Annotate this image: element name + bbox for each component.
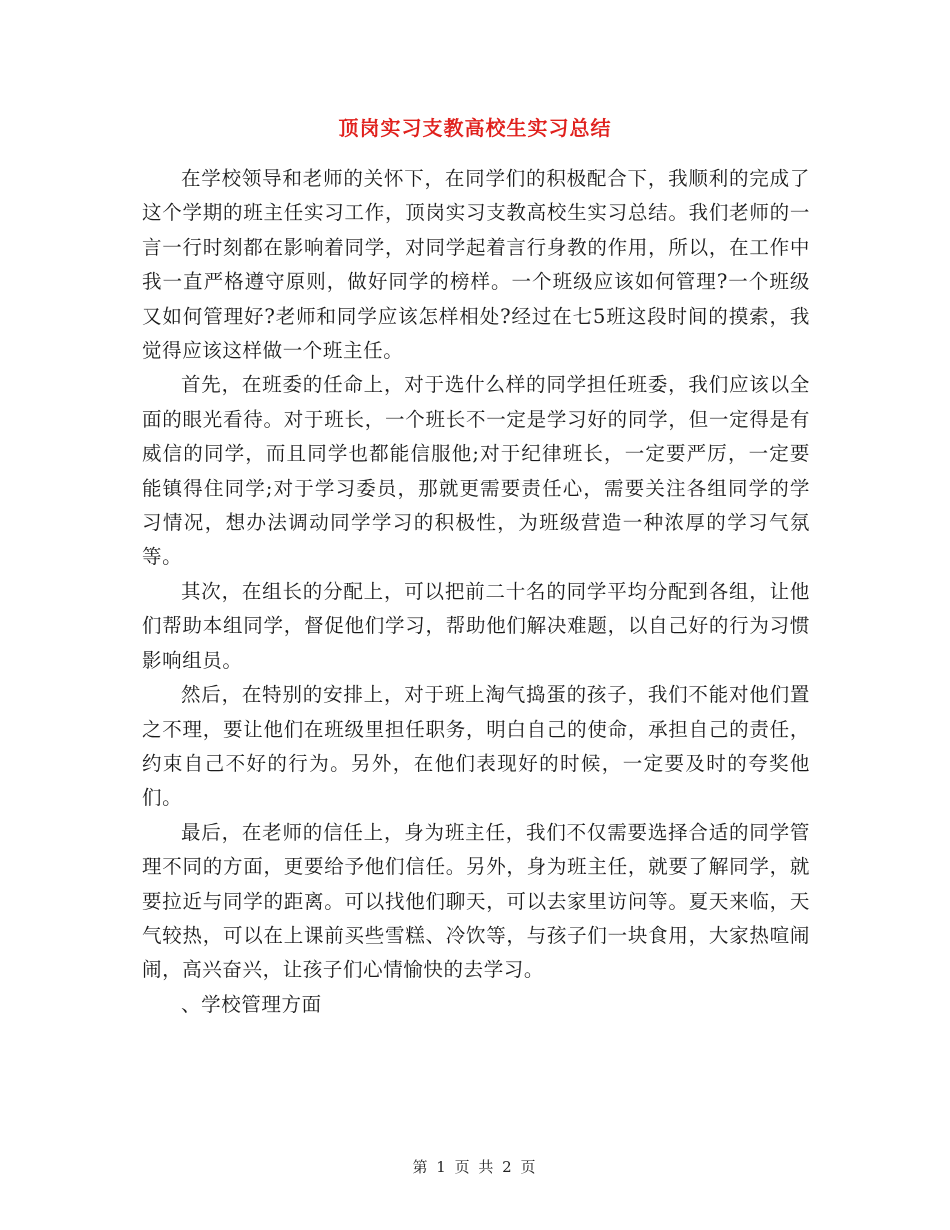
- paragraph: 然后，在特别的安排上，对于班上淘气捣蛋的孩子，我们不能对他们置之不理，要让他们在班级里担任职务，明白自己的使命，承担自己的责任，约束自己不好的行为。另外，在他们表现好的时候，一定要及时的夸奖他们。: [142, 683, 810, 810]
- paragraph: 其次，在组长的分配上，可以把前二十名的同学平均分配到各组，让他们帮助本组同学，督促他们学习，帮助他们解决难题，以自己好的行为习惯影响组员。: [142, 579, 810, 672]
- section-heading: 、学校管理方面: [181, 992, 322, 1016]
- document-title: 顶岗实习支教高校生实习总结: [338, 116, 612, 140]
- paragraph: 最后，在老师的信任上，身为班主任，我们不仅需要选择合适的同学管理不同的方面，更要给予他们信任。另外，身为班主任，就要了解同学，就要拉近与同学的距离。可以找他们聊天，可以去家里访问等。夏天来临，天气较热，可以在上课前买些雪糕、冷饮等，与孩子们一块食用，大家热喧闹闹，高兴奋兴，让孩子们心情愉快的去学习。: [142, 820, 810, 982]
- paragraph: 在学校领导和老师的关怀下，在同学们的积极配合下，我顺利的完成了这个学期的班主任实习工作，顶岗实习支教高校生实习总结。我们老师的一言一行时刻都在影响着同学，对同学起着言行身教的作用，所以，在工作中我一直严格遵守原则，做好同学的榜样。一个班级应该如何管理?一个班级又如何管理好?老师和同学应该怎样相处?经过在七5班这段时间的摸索，我觉得应该这样做一个班主任。: [142, 167, 810, 363]
- paragraph: 首先，在班委的任命上，对于选什么样的同学担任班委，我们应该以全面的眼光看待。对于班长，一个班长不一定是学习好的同学，但一定得是有威信的同学，而且同学也都能信服他;对于纪律班长，一定要严厉，一定要能镇得住同学;对于学习委员，那就更需要责任心，需要关注各组同学的学习情况，想办法调动同学学习的积极性，为班级营造一种浓厚的学习气氛等。: [142, 373, 810, 569]
- page-footer: 第 1 页 共 2 页: [412, 1158, 538, 1176]
- document-body: [142, 162, 810, 1022]
